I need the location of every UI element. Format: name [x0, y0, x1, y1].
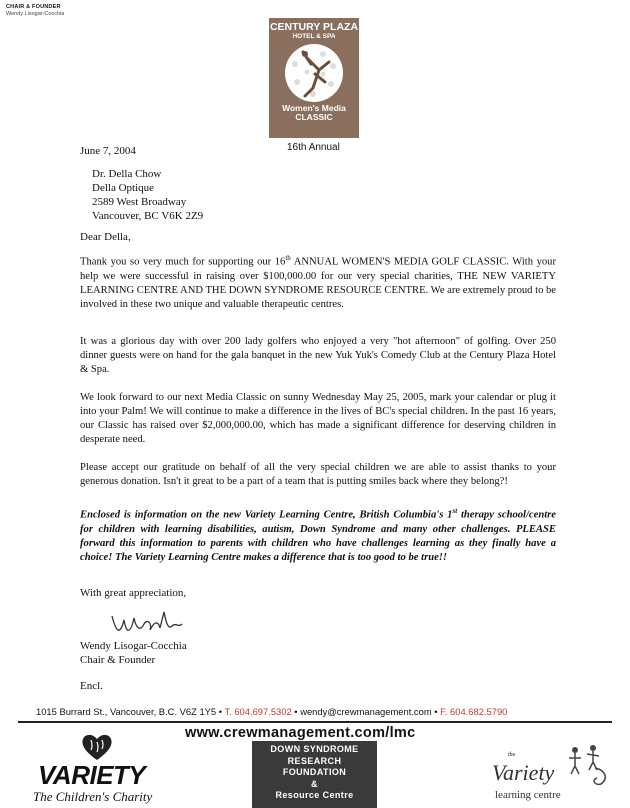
golf-ball-icon — [285, 44, 343, 102]
ds-line: DOWN SYNDROME — [270, 744, 359, 754]
variety-tagline: The Children's Charity — [33, 789, 153, 804]
annual-label: 16th Annual — [287, 142, 340, 153]
ordinal-suffix: st — [452, 507, 458, 515]
ds-line: Resource Centre — [275, 790, 354, 800]
signer-block — [80, 639, 187, 667]
logo-subtitle: HOTEL & SPA — [292, 33, 336, 40]
signer-name: Wendy Lisogar-Cocchia — [80, 640, 187, 652]
letter-date: June 7, 2004 — [80, 145, 136, 157]
recipient-address — [92, 167, 203, 223]
paragraph-5 — [80, 504, 556, 565]
down-syndrome-logo — [252, 741, 377, 808]
closing: With great appreciation, — [80, 587, 187, 599]
children-figures-icon — [565, 740, 611, 791]
vlc-the: the — [508, 752, 516, 758]
paragraph-4: Please accept our gratitude on behalf of all the very special children we are able to assist thanks to your generous donation. Isn't it great to be a part of a team that is putting smiles back where they belong?! — [80, 462, 556, 487]
signer-title: Chair & Founder — [80, 654, 156, 666]
recipient-line: Della Optique — [92, 182, 155, 194]
century-plaza-logo — [269, 18, 359, 138]
footer-divider — [18, 721, 612, 723]
logo-title: CENTURY PLAZA — [269, 21, 359, 33]
logo-event-line2: CLASSIC — [295, 112, 333, 122]
paragraph-2: It was a glorious day with over 200 lady golfers who enjoyed a very "hot afternoon" of golfing. Over 250 dinner guests were on hand for the gala banquet in the new Yuk Yuk's Comedy Club at the Century Plaza Hotel & Spa. — [80, 336, 556, 375]
paragraph-1 — [80, 251, 556, 312]
ds-line: & — [311, 778, 318, 789]
footer-email: • wendy@crewmanagement.com • — [291, 706, 441, 717]
paragraph-5-text-cont: therapy school/centre for children with learning disabilities, autism, Down Syndrome and many other challenges. PLEASE forward this information to parents with children who have challenges learning as they finally have a choice! The Variety Learning Centre makes a difference that is too good to be true!! — [80, 509, 556, 563]
paragraph-3: We look forward to our next Media Classic on sunny Wednesday May 25, 2005, mark your calendar or plug it into your Palm! We will continue to make a difference in the lives of BC's special children. In the past 16 years, our Classic has raised over $2,000,000.00, which has made a significant difference for deserving children in desperate need. — [80, 392, 556, 445]
recipient-line: 2589 West Broadway — [92, 196, 187, 208]
ds-line: RESEARCH — [287, 755, 342, 766]
footer-fax: F. 604.682.5790 — [440, 706, 508, 717]
footer-address-bar — [36, 706, 507, 717]
vlc-name: Variety — [492, 760, 555, 785]
paragraph-1-text-cont: ANNUAL WOMEN'S MEDIA GOLF CLASSIC. With your help we were successful in raising over $100,000.00 for our very special charities, THE NEW VARIETY LEARNING CENTRE AND THE DOWN SYNDROME RESOURCE CENTRE. We are extremely proud to be involved in these two unique and valuable therapeutic centres. — [80, 256, 557, 310]
variety-logo-text: VARIETY — [38, 760, 146, 790]
recipient-line: Dr. Della Chow — [92, 168, 162, 180]
paragraph-1-text: Thank you so very much for supporting our 16 — [80, 256, 286, 268]
logo-event-line1: Women's Media — [282, 103, 346, 113]
paragraph-5-text: Enclosed is information on the new Variety Learning Centre, British Columbia's 1 — [80, 509, 453, 521]
footer-phone: T. 604.697.5302 — [224, 706, 292, 717]
vlc-subtitle: learning centre — [495, 789, 561, 801]
salutation: Dear Della, — [80, 231, 131, 243]
footer-url: www.crewmanagement.com/lmc — [185, 725, 416, 741]
ds-line: FOUNDATION — [282, 767, 347, 777]
footer-address: 1015 Burrard St., Vancouver, B.C. V6Z 1Y5 • — [36, 706, 225, 717]
ordinal-suffix: th — [285, 254, 291, 262]
header-name: Wendy Lisogar-Cocchia — [6, 11, 65, 17]
header-role: CHAIR & FOUNDER — [6, 4, 61, 10]
recipient-line: Vancouver, BC V6K 2Z9 — [92, 210, 204, 222]
enclosure-note: Encl. — [80, 680, 103, 692]
